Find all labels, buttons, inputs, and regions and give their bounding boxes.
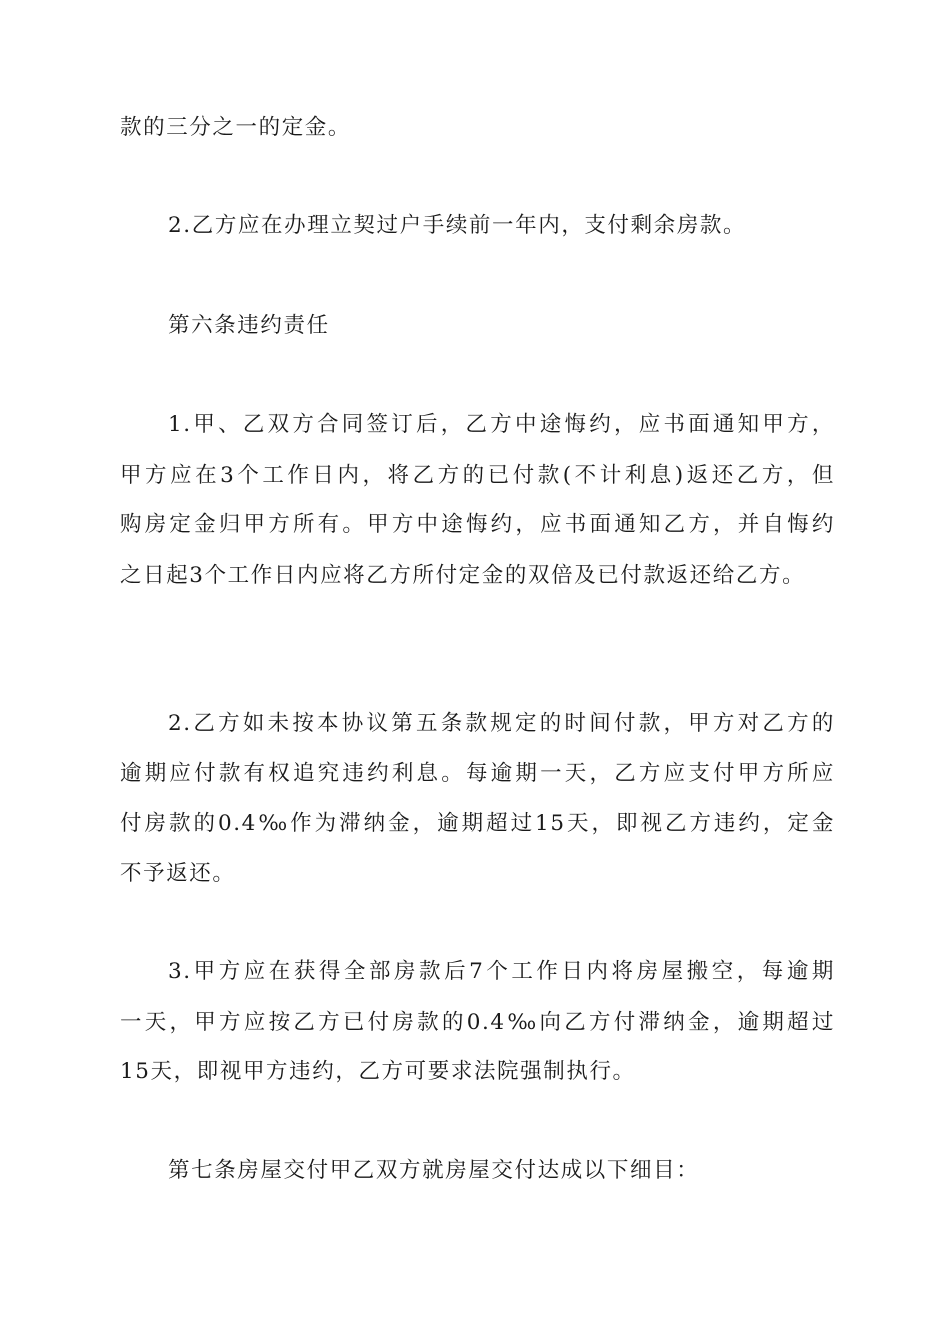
clause-6-item-1-line-4: 之日起3个工作日内应将乙方所付定金的双倍及已付款返还给乙方。: [120, 563, 806, 588]
paragraph-line-1: 款的三分之一的定金。: [120, 115, 352, 140]
clause-6-item-1-line-3: 购房定金归甲方所有。甲方中途悔约，应书面通知乙方，并自悔约: [120, 512, 835, 537]
clause-6-item-2-line-1: 2.乙方如未按本协议第五条款规定的时间付款，甲方对乙方的: [168, 711, 835, 736]
clause-6-item-3-line-1: 3.甲方应在获得全部房款后7个工作日内将房屋搬空，每逾期: [168, 959, 835, 984]
clause-6-item-1-line-2: 甲方应在3个工作日内，将乙方的已付款(不计利息)返还乙方，但: [120, 463, 835, 488]
clause-6-item-2-line-4: 不予返还。: [120, 861, 236, 886]
clause-6-item-1-line-1: 1.甲、乙双方合同签订后，乙方中途悔约，应书面通知甲方，: [168, 412, 835, 437]
clause-6-item-2-line-3: 付房款的0.4‰作为滞纳金，逾期超过15天，即视乙方违约，定金: [120, 811, 835, 836]
article-6-heading: 第六条违约责任: [168, 313, 330, 338]
clause-6-item-2-line-2: 逾期应付款有权追究违约利息。每逾期一天，乙方应支付甲方所应: [120, 761, 835, 786]
article-7-heading: 第七条房屋交付甲乙双方就房屋交付达成以下细目：: [168, 1158, 700, 1183]
clause-6-item-3-line-3: 15天，即视甲方违约，乙方可要求法院强制执行。: [120, 1059, 636, 1084]
clause-5-item-2: 2.乙方应在办理立契过户手续前一年内，支付剩余房款。: [168, 213, 747, 238]
clause-6-item-3-line-2: 一天，甲方应按乙方已付房款的0.4‰向乙方付滞纳金，逾期超过: [120, 1010, 835, 1035]
